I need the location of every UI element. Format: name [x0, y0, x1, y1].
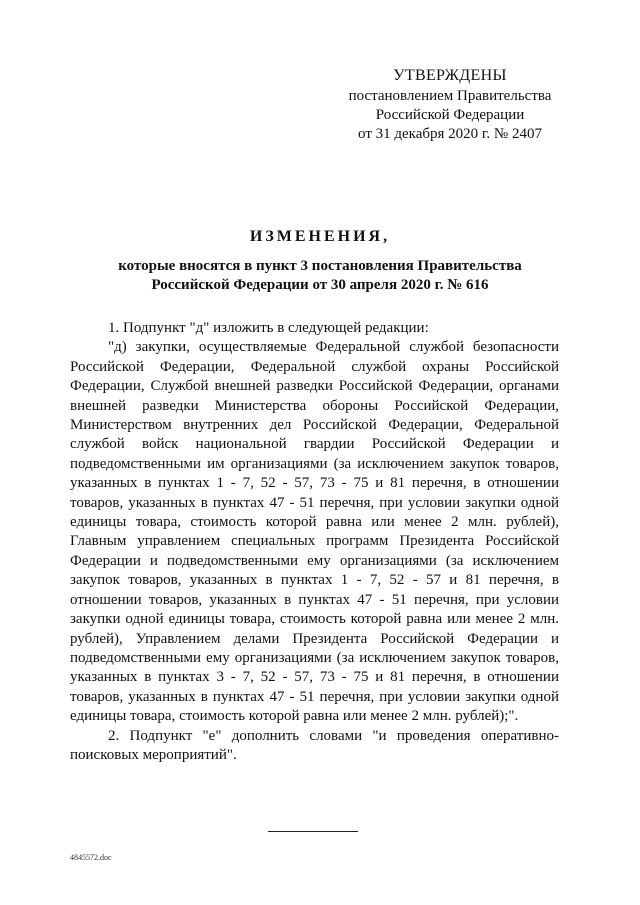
approval-line-2: Российской Федерации: [375, 107, 525, 123]
document-file-code: 4845572.doc: [70, 853, 112, 862]
approval-block: [330, 66, 570, 144]
paragraph-3: 2. Подпункт "е" дополнить словами "и проведения оперативно-поисковых мероприятий".: [70, 727, 559, 763]
approval-line-3: от 31 декабря 2020 г. № 2407: [358, 126, 542, 142]
document-subheading: [80, 257, 560, 295]
approval-title: УТВЕРЖДЕНЫ: [393, 67, 507, 84]
end-divider: [268, 831, 358, 832]
subheading-line-2: Российской Федерации от 30 апреля 2020 г. № 616: [151, 277, 489, 293]
document-heading: ИЗМЕНЕНИЯ,: [249, 228, 391, 245]
document-body: [70, 319, 559, 765]
paragraph-1: 1. Подпункт "д" изложить в следующей редакции:: [108, 320, 429, 336]
paragraph-2: "д) закупки, осуществляемые Федеральной службой безопасности Российской Федерации, Федеральной службой охраны Российской Федерации, Службой внешней разведки Российской Федерации, органами внешней разведки Министерства обороны Российской Федерации, Министерством внутренних дел Российской Федерации, Федеральной службой войск национальной гвардии Российской Федерации и подведомственными им организациями (за исключением закупок товаров, указанных в пунктах 1 - 7, 52 - 57, 73 - 75 и 81 перечня, в отношении товаров, указанных в пунктах 47 - 51 перечня, при условии закупки одной единицы товара, стоимость которой равна или менее 2 млн. рублей), Главным управлением специальных программ Президента Российской Федерации и подведомственными ему организациями (за исключением закупок товаров, указанных в пунктах 1 - 7, 52 - 57 и 81 перечня, в отношении товаров, указанных в пунктах 47 - 51 перечня, при условии закупки одной единицы товара, стоимость которой равна или менее 2 млн. рублей), Управлением делами Президента Российской Федерации и подведомственными ему организациями (за исключением закупок товаров, указанных в пунктах 3 - 7, 52 - 57, 73 - 75 и 81 перечня, в отношении товаров, указанных в пунктах 47 - 51 перечня, при условии закупки одной единицы товара, стоимость которой равна или менее 2 млн. рублей);".: [70, 339, 559, 725]
approval-line-1: постановлением Правительства: [348, 88, 552, 104]
subheading-line-1: которые вносятся в пункт 3 постановления Правительства: [118, 258, 522, 274]
